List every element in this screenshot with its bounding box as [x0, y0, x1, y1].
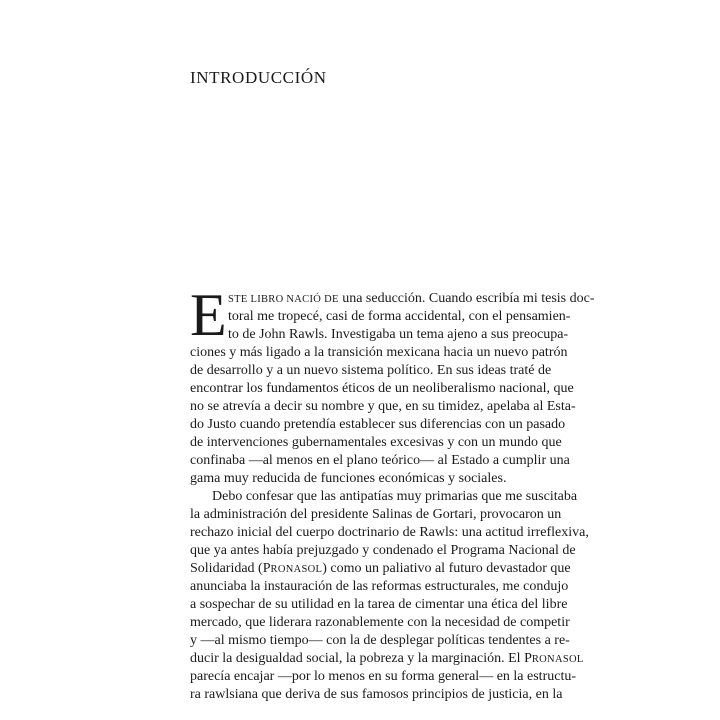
- text-line: gama muy reducida de funciones económicas y sociales.: [190, 471, 507, 486]
- small-caps-opening: STE LIBRO NACIÓ DE: [228, 294, 339, 305]
- text-line: ciones y más ligado a la transición mexicana hacia un nuevo patrón: [190, 345, 568, 360]
- text-line: no se atrevía a decir su nombre y que, en su timidez, apelaba al Esta-: [190, 399, 576, 414]
- text-line: anunciaba la instauración de las reformas estructurales, me condujo: [190, 579, 569, 594]
- text-line: y —al mismo tiempo— con la de desplegar políticas tendentes a re-: [190, 633, 570, 648]
- text-line: do Justo cuando pretendía establecer sus diferencias con un pasado: [190, 417, 566, 432]
- paragraph-2: [190, 488, 589, 704]
- text-line: mercado, que liderara razonablemente con la necesidad de competir: [190, 615, 570, 630]
- text-line: rechazo inicial del cuerpo doctrinario de Rawls: una actitud irreflexiva,: [190, 525, 589, 540]
- text-line: toral me tropecé, casi de forma accidental, con el pensamien-: [228, 309, 571, 324]
- text-line: to de John Rawls. Investigaba un tema ajeno a sus preocupa-: [228, 327, 569, 342]
- body-text: [190, 282, 595, 704]
- text-line: encontrar los fundamentos éticos de un neoliberalismo nacional, que: [190, 381, 574, 396]
- text-line: a sospechar de su utilidad en la tarea de cimentar una ética del libre: [190, 597, 568, 612]
- text-line: parecía encajar —por lo menos en su forma general— en la estructu-: [190, 669, 576, 684]
- text-line: ra rawlsiana que deriva de sus famosos principios de justicia, en la: [190, 687, 563, 702]
- text-line: confinaba —al menos en el plano teórico— al Estado a cumplir una: [190, 453, 570, 468]
- drop-cap: E: [190, 282, 227, 348]
- text-line: Solidaridad (PRONASOL) como un paliativo al futuro devastador que: [190, 561, 571, 576]
- text-line: Debo confesar que las antipatías muy primarias que me suscitaba: [212, 489, 578, 504]
- text-line: de intervenciones gubernamentales excesivas y con un mundo que: [190, 435, 562, 450]
- text-line: STE LIBRO NACIÓ DE una seducción. Cuando escribía mi tesis doc-: [228, 291, 595, 306]
- paragraph-1: [190, 282, 595, 488]
- text-line: de desarrollo y a un nuevo sistema político. En sus ideas traté de: [190, 363, 552, 378]
- text-line: ducir la desigualdad social, la pobreza y la marginación. El PRONASOL: [190, 651, 584, 666]
- text-line: que ya antes había prejuzgado y condenado el Programa Nacional de: [190, 543, 576, 558]
- chapter-title: INTRODUCCIÓN: [190, 68, 327, 87]
- text-line: la administración del presidente Salinas de Gortari, provocaron un: [190, 507, 562, 522]
